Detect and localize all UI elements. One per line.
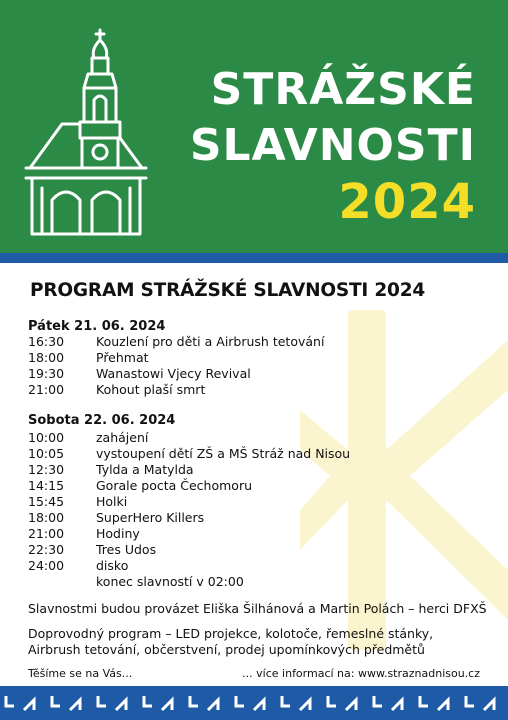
event-time: 21:00 (28, 526, 65, 541)
event-time: 12:30 (28, 462, 65, 477)
event-name: Tres Udos (96, 542, 157, 557)
event-time: 18:00 (28, 510, 65, 525)
schedule-row (28, 494, 127, 510)
festival-title-line2: SLAVNOSTI (189, 120, 476, 171)
extra-program-line2: Airbrush tetování, občerstvení, prodej upomínkových předmětů (28, 642, 425, 657)
schedule-row (28, 478, 252, 494)
header-banner (0, 0, 508, 253)
event-name: Kohout plaší smrt (96, 382, 206, 397)
event-name: Přehmat (96, 350, 149, 365)
event-time: 10:05 (28, 446, 65, 461)
event-time: 21:00 (28, 382, 65, 397)
hosts-note: Slavnostmi budou provázet Eliška Šilhánová a Martin Polách – herci DFXŠ (28, 601, 487, 616)
event-time: 24:00 (28, 558, 65, 573)
event-name: disko (96, 558, 129, 573)
footer-pattern-band (0, 686, 508, 720)
event-time: 10:00 (28, 430, 65, 445)
program-title: PROGRAM STRÁŽSKÉ SLAVNOSTI 2024 (30, 280, 426, 301)
schedule-row (28, 334, 324, 350)
event-name: SuperHero Killers (96, 510, 205, 525)
event-name: Wanastowi Vjecy Revival (96, 366, 251, 381)
schedule-row (28, 446, 350, 462)
footer-pattern (0, 686, 508, 720)
schedule-row (28, 382, 205, 398)
event-name: Kouzlení pro děti a Airbrush tetování (96, 334, 325, 349)
festival-title-line1: STRÁŽSKÉ (210, 64, 476, 115)
schedule-row (28, 558, 128, 574)
event-name: vystoupení dětí ZŠ a MŠ Stráž nad Nisou (96, 446, 351, 461)
schedule-row (28, 510, 204, 526)
event-time: 19:30 (28, 366, 65, 381)
schedule-row (28, 462, 194, 478)
schedule-row (28, 350, 149, 366)
footer-greeting: Těšíme se na Vás... (28, 667, 133, 680)
schedule-row (28, 366, 251, 382)
event-time: 16:30 (28, 334, 65, 349)
footer-website-info: ... více informací na: www.straznadnisou.cz (242, 667, 480, 680)
day-heading-friday: Pátek 21. 06. 2024 (28, 319, 166, 334)
event-name: konec slavností v 02:00 (96, 574, 244, 589)
event-time: 18:00 (28, 350, 65, 365)
event-time: 14:15 (28, 478, 65, 493)
day-heading-saturday: Sobota 22. 06. 2024 (28, 413, 176, 428)
schedule-row (28, 574, 244, 590)
event-name: Holki (96, 494, 128, 509)
church-tower-icon (22, 28, 152, 238)
event-time: 15:45 (28, 494, 65, 509)
extra-program-line1: Doprovodný program – LED projekce, kolotoče, řemeslné stánky, (28, 626, 434, 641)
schedule-row (28, 526, 140, 542)
schedule-row (28, 430, 148, 446)
festival-year: 2024 (338, 174, 476, 230)
event-name: Tylda a Matylda (96, 462, 194, 477)
header-divider-band (0, 253, 508, 263)
schedule-row (28, 542, 156, 558)
event-name: zahájení (96, 430, 149, 445)
event-time: 22:30 (28, 542, 65, 557)
event-name: Gorale pocta Čechomoru (96, 478, 253, 493)
event-name: Hodiny (96, 526, 140, 541)
